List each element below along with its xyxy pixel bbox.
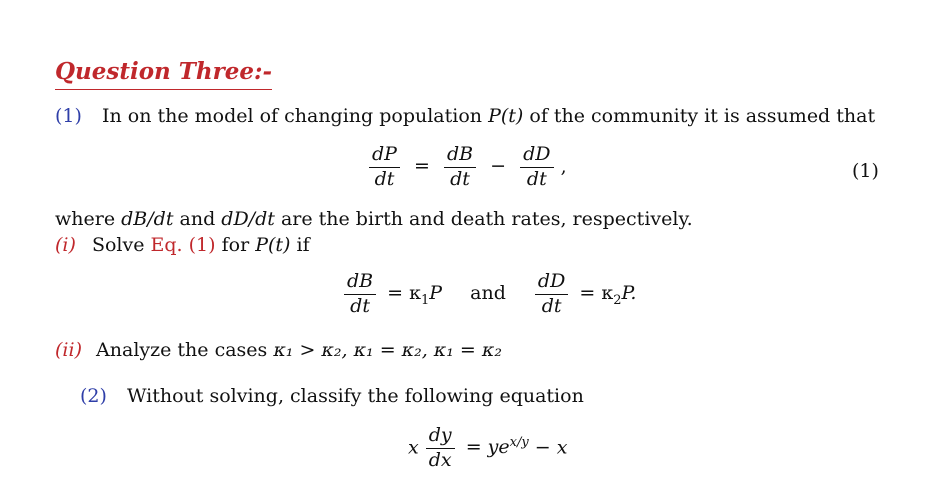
p-symbol: P. [621, 282, 637, 305]
and-word: and [179, 208, 216, 230]
x-symbol: x [408, 436, 419, 459]
minus-sign: − [490, 155, 507, 178]
equation-3 [408, 426, 567, 471]
question-heading: Question Three:- [55, 58, 272, 90]
where-rest: are the birth and death rates, respectively. [280, 208, 693, 230]
denominator: dt [526, 167, 547, 190]
birth-rate-symbol: dB/dt [121, 208, 174, 230]
fraction-dd-dt [520, 145, 553, 190]
population-symbol: P(t) [488, 105, 524, 127]
rhs-tail: − x [528, 436, 568, 459]
trailing-comma: , [560, 155, 567, 178]
numerator: dy [426, 426, 455, 449]
question-1-text-end: of the community it is assumed that [529, 105, 876, 127]
part-i-line [55, 236, 310, 255]
equation-2 [343, 272, 636, 317]
numerator: dD [520, 145, 553, 168]
for-word: for [221, 234, 250, 256]
part-ii-line [55, 341, 502, 360]
question-1-line [55, 107, 875, 126]
denominator: dt [374, 167, 395, 190]
denominator: dt [350, 294, 370, 317]
numerator: dB [344, 272, 376, 295]
p-symbol: P [429, 282, 443, 305]
fraction-dd-dt [535, 272, 568, 317]
numerator: dP [369, 145, 400, 168]
denominator: dt [541, 294, 562, 317]
rhs-ye: = ye [465, 436, 510, 459]
cases-expression: κ₁ > κ₂, κ₁ = κ₂, κ₁ = κ₂ [273, 339, 502, 361]
fraction-db-dt [344, 272, 376, 317]
question-1-number: (1) [55, 105, 82, 127]
part-ii-label: (ii) [55, 339, 82, 361]
equation-1 [368, 145, 567, 190]
subscript: 2 [613, 293, 622, 309]
equals-kappa: = κ [579, 282, 614, 305]
death-rhs [579, 282, 637, 309]
birth-rhs [387, 282, 443, 309]
where-word: where [55, 208, 116, 230]
and-word: and [470, 282, 506, 305]
equals-kappa: = κ [387, 282, 422, 305]
fraction-dy-dx [426, 426, 455, 471]
equation-1-label: (1) [852, 160, 879, 182]
numerator: dD [535, 272, 568, 295]
equation-reference-link[interactable]: Eq. (1) [150, 234, 216, 256]
question-2-number: (2) [80, 385, 107, 407]
where-line [55, 210, 693, 229]
fraction-db-dt [444, 145, 476, 190]
subscript: 1 [421, 293, 430, 309]
question-2-text: Without solving, classify the following equation [126, 385, 584, 407]
part-ii-text: Analyze the cases [96, 339, 268, 361]
exponent: x/y [509, 435, 529, 451]
question-1-text: In on the model of changing population [101, 105, 483, 127]
death-rate-symbol: dD/dt [221, 208, 275, 230]
fraction-dp-dt [369, 145, 400, 190]
equals-sign: = [414, 155, 430, 178]
numerator: dB [444, 145, 476, 168]
part-i-label: (i) [55, 234, 76, 256]
if-word: if [296, 234, 310, 256]
denominator: dx [428, 448, 452, 471]
question-2-line [80, 387, 584, 406]
population-symbol: P(t) [255, 234, 291, 256]
solve-word: Solve [91, 234, 145, 256]
denominator: dt [450, 167, 470, 190]
